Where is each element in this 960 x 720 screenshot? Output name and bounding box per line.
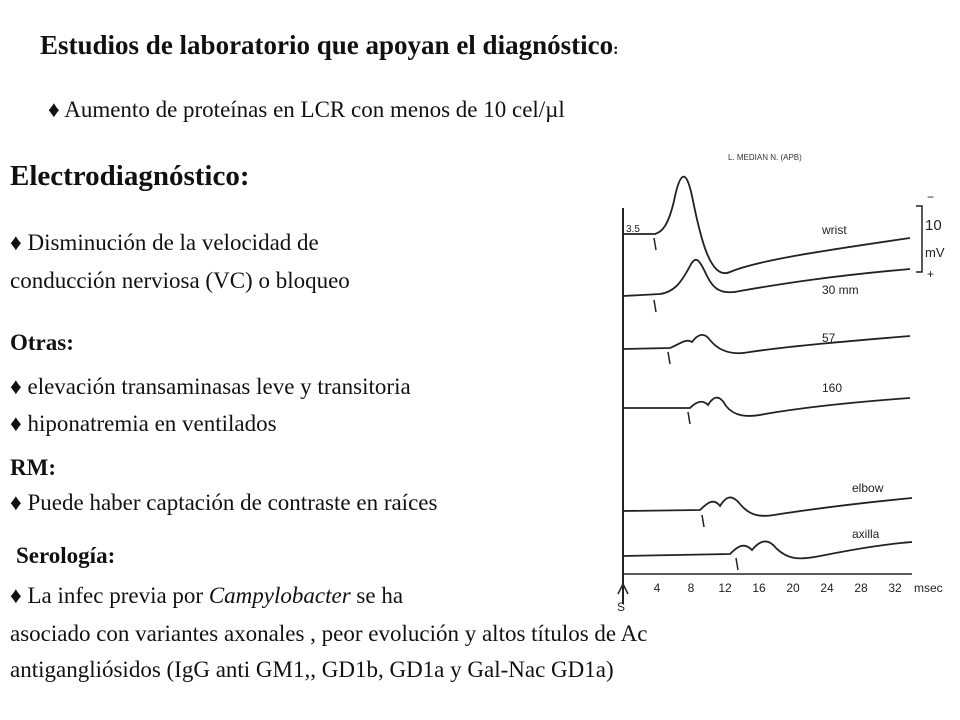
scale-unit: mV <box>925 245 945 260</box>
page-title <box>40 30 618 61</box>
x-tick-28: 28 <box>854 581 868 595</box>
x-tick-16: 16 <box>752 581 766 595</box>
serologia-line-1 <box>10 583 403 609</box>
trace-57 <box>623 335 910 353</box>
x-tick-4: 4 <box>653 581 661 595</box>
stim-tick-elbow <box>702 515 704 527</box>
rm-heading: RM: <box>10 455 56 480</box>
trace-label-57: 57 <box>822 331 836 345</box>
origin-label: S <box>617 600 626 614</box>
stim-tick-wrist <box>654 238 656 250</box>
serologia-heading: Serología: <box>16 543 116 568</box>
stim-tick-57 <box>668 352 670 364</box>
otras-heading: Otras: <box>10 330 74 355</box>
trace-label-30mm: 30 mm <box>822 283 859 297</box>
otras-item-1: ♦ elevación transaminasas leve y transitoria <box>10 374 411 399</box>
serologia-line-1-prefix: ♦ La infec previa por <box>10 583 209 608</box>
x-tick-20: 20 <box>786 581 800 595</box>
electro-heading: Electrodiagnóstico: <box>10 160 250 192</box>
stim-tick-axilla <box>736 558 738 570</box>
otras-item-2: ♦ hiponatremia en ventilados <box>10 411 277 436</box>
x-unit: msec <box>914 581 943 595</box>
rm-item-1: ♦ Puede haber captación de contraste en raíces <box>10 490 438 515</box>
lab-item: ♦ Aumento de proteínas en LCR con menos de 10 cel/µl <box>48 97 565 122</box>
scale-plus: + <box>927 267 935 281</box>
serologia-line-3: antigangliósidos (IgG anti GM1,, GD1b, GD1a y Gal-Nac GD1a) <box>10 657 614 682</box>
title-suffix: : <box>613 41 619 58</box>
trace-axilla <box>623 541 912 558</box>
x-tick-8: 8 <box>687 581 695 595</box>
organism-name: Campylobacter <box>208 583 351 608</box>
trace-wrist <box>623 177 910 274</box>
trace-label-axilla: axilla <box>852 527 880 541</box>
scale-value: 10 <box>925 217 942 234</box>
nerve-conduction-figure <box>590 146 960 616</box>
stim-label: 3.5 <box>626 224 640 235</box>
figure-caption: L. MEDIAN N. (APB) <box>728 153 802 162</box>
stim-tick-30mm <box>654 300 656 312</box>
title-text: Estudios de laboratorio que apoyan el diagnóstico <box>40 30 614 60</box>
trace-30mm <box>623 260 910 296</box>
trace-label-elbow: elbow <box>852 481 884 495</box>
electro-line-1: ♦ Disminución de la velocidad de <box>10 230 319 255</box>
x-tick-12: 12 <box>718 581 732 595</box>
serologia-line-1-suffix: se ha <box>350 583 404 608</box>
trace-elbow <box>623 497 912 515</box>
scale-bar <box>916 206 922 272</box>
serologia-line-2: asociado con variantes axonales , peor evolución y altos títulos de Ac <box>10 621 648 646</box>
electro-line-2: conducción nerviosa (VC) o bloqueo <box>10 268 350 293</box>
scale-minus: − <box>927 190 935 204</box>
x-tick-24: 24 <box>820 581 834 595</box>
trace-label-160: 160 <box>822 381 843 395</box>
trace-160 <box>623 398 910 416</box>
trace-label-wrist: wrist <box>822 223 847 237</box>
stim-tick-160 <box>688 412 690 424</box>
x-tick-32: 32 <box>888 581 902 595</box>
